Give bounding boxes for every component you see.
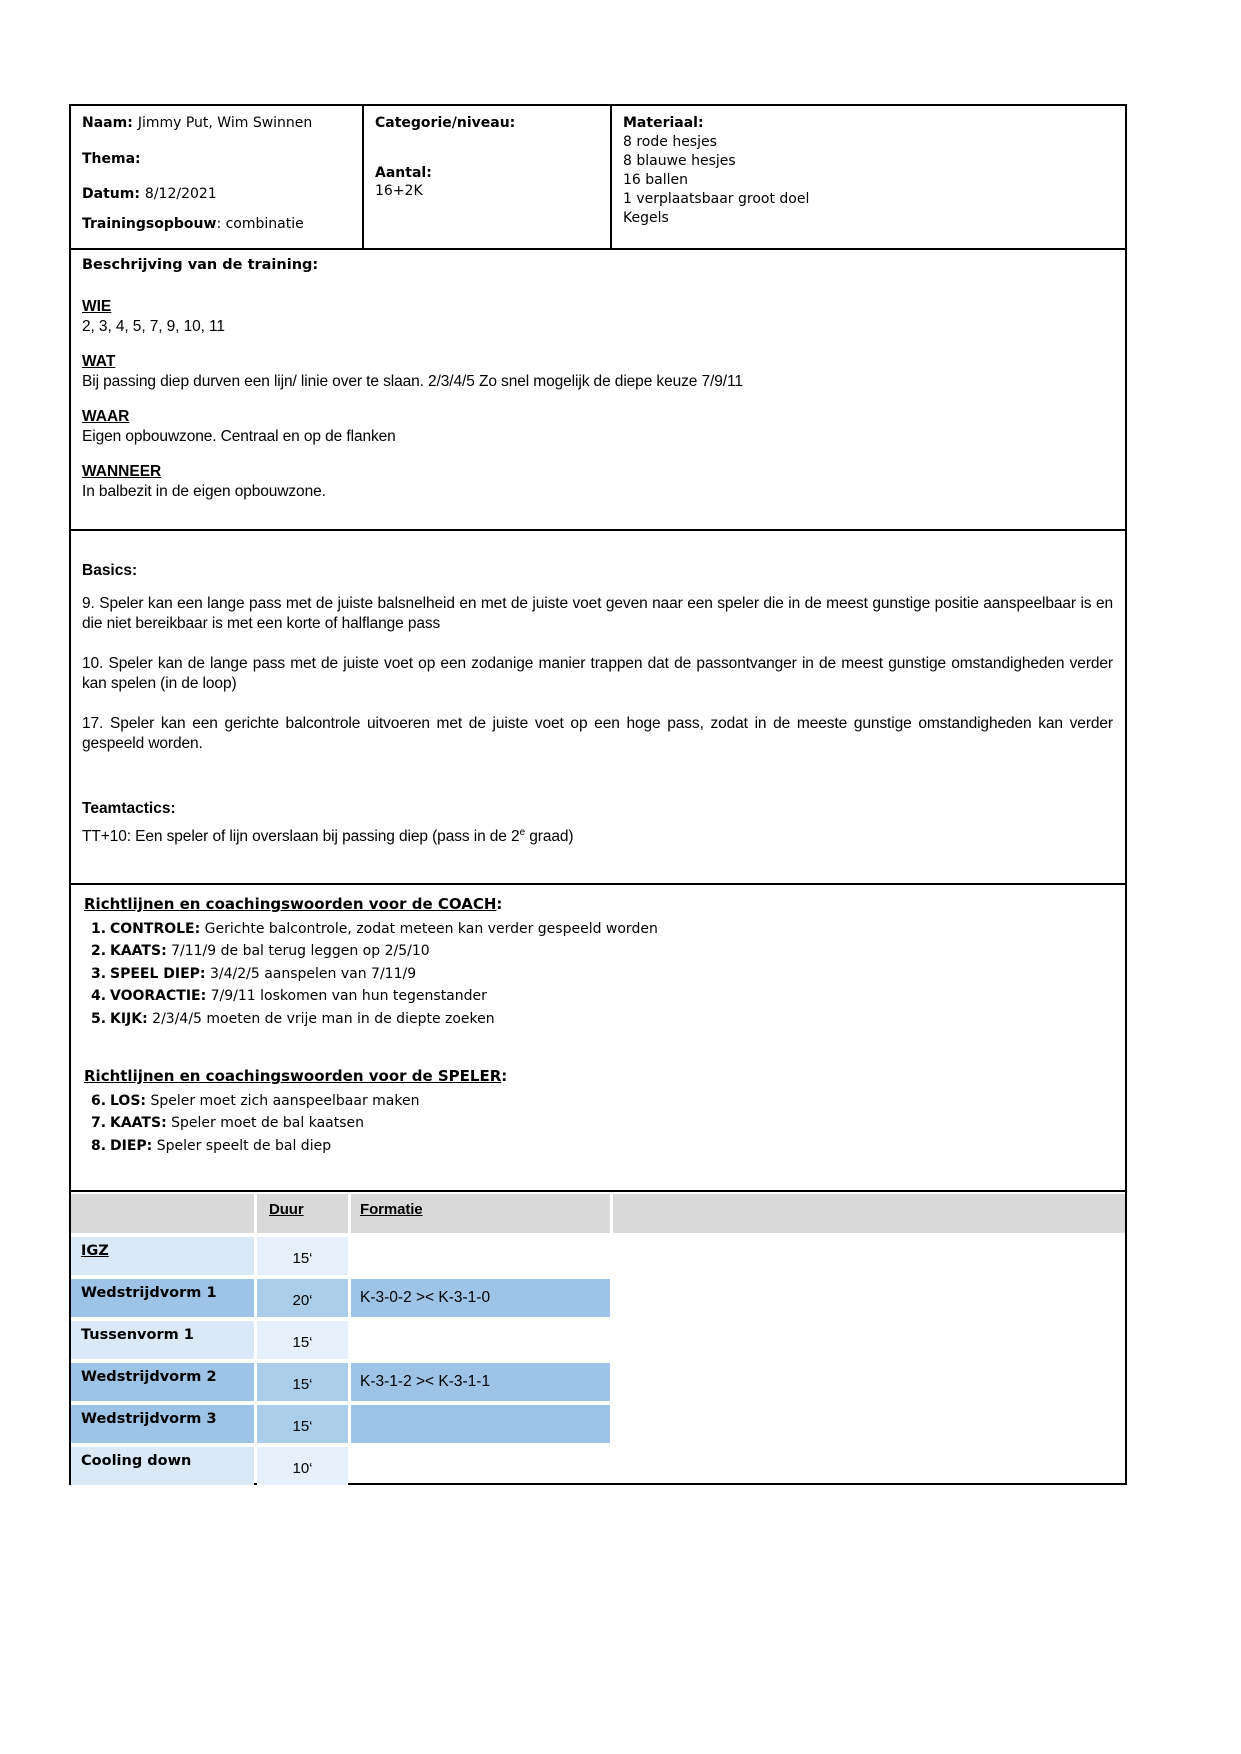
coach-item: 5. KIJK: 2/3/4/5 moeten de vrije man in de diepte zoeken	[91, 1010, 495, 1027]
schedule-row-wedstrijdvorm-2	[71, 1363, 1125, 1401]
datum-label: Datum:	[82, 186, 140, 202]
row-duur: 15‘	[257, 1363, 348, 1401]
row-label: IGZ	[71, 1237, 254, 1275]
teamtactics-title: Teamtactics:	[82, 800, 176, 817]
row-spacer	[613, 1405, 1125, 1443]
trainingsopbouw-line	[82, 215, 352, 233]
wanneer-group	[82, 462, 1111, 502]
section-basics	[71, 562, 1125, 885]
teamtactics-text	[82, 827, 1113, 846]
materiaal-item: 8 blauwe hesjes	[623, 153, 736, 169]
teamtactics-superscript: e	[519, 827, 526, 838]
row-formatie	[351, 1237, 610, 1275]
basics-item: 9. Speler kan een lange pass met de juiste balsnelheid en met de juiste voet geven naar een speler die in de meest gunstige positie aanspeelbaar is en die niet bereikbaar is met een korte of halflange pass	[82, 595, 1113, 632]
row-duur: 20‘	[257, 1279, 348, 1317]
speler-title-colon: :	[501, 1067, 508, 1086]
categorie-label: Categorie/niveau:	[375, 115, 516, 131]
coach-list	[84, 918, 1113, 1030]
materiaal-item: 16 ballen	[623, 172, 688, 188]
schedule-row-tussenvorm-1	[71, 1321, 1125, 1359]
trainingsopbouw-value: : combinatie	[216, 216, 304, 232]
wie-label: WIE	[82, 298, 112, 315]
thema-line	[82, 150, 352, 168]
coach-title-colon: :	[496, 895, 503, 913]
speler-item: 8. DIEP: Speler speelt de bal diep	[91, 1137, 332, 1154]
row-label: Tussenvorm 1	[71, 1321, 254, 1359]
schedule-row-cooling-down	[71, 1447, 1125, 1485]
schedule-header-duur: Duur	[257, 1194, 348, 1233]
coach-item: 4. VOORACTIE: 7/9/11 loskomen van hun tegenstander	[91, 988, 487, 1005]
naam-label: Naam:	[82, 115, 133, 131]
wanneer-text: In balbezit in de eigen opbouwzone.	[82, 483, 326, 500]
wat-label: WAT	[82, 353, 116, 370]
schedule-header-empty	[71, 1194, 254, 1233]
row-formatie: K-3-1-2 >< K-3-1-1	[351, 1363, 610, 1401]
schedule-row-wedstrijdvorm-3	[71, 1405, 1125, 1443]
waar-text: Eigen opbouwzone. Centraal en op de flanken	[82, 428, 396, 445]
coach-title	[84, 894, 1113, 915]
waar-group	[82, 407, 1111, 447]
schedule-header-spacer	[613, 1194, 1125, 1233]
coach-title-text: Richtlijnen en coachingswoorden voor de COACH	[84, 895, 497, 913]
speler-item: 7. KAATS: Speler moet de bal kaatsen	[91, 1115, 365, 1132]
speler-title	[84, 1066, 1113, 1087]
aantal-label: Aantal:	[375, 165, 432, 181]
row-label: Cooling down	[71, 1447, 254, 1485]
row-spacer	[613, 1321, 1125, 1359]
thema-label: Thema:	[82, 151, 141, 167]
training-plan-document	[69, 104, 1127, 1485]
header-cell-materiaal	[612, 106, 1125, 248]
row-spacer	[613, 1237, 1125, 1275]
basics-item: 17. Speler kan een gerichte balcontrole uitvoeren met de juiste voet op een hoge pass, zodat in de meeste gunstige omstandigheden kan verder gespeeld worden.	[82, 715, 1113, 752]
section-schedule	[71, 1192, 1125, 1483]
row-formatie	[351, 1321, 610, 1359]
speler-title-text: Richtlijnen en coachingswoorden voor de SPELER	[84, 1067, 502, 1086]
schedule-row-igz	[71, 1237, 1125, 1275]
speler-item: 6. LOS: Speler moet zich aanspeelbaar maken	[91, 1093, 420, 1110]
row-label: Wedstrijdvorm 1	[71, 1279, 254, 1317]
row-spacer	[613, 1447, 1125, 1485]
row-formatie	[351, 1447, 610, 1485]
section-richtlijnen	[71, 885, 1125, 1192]
basics-title: Basics:	[82, 562, 138, 579]
row-spacer	[613, 1363, 1125, 1401]
speler-list	[84, 1090, 1113, 1157]
row-duur: 15‘	[257, 1321, 348, 1359]
header-cell-categorie	[364, 106, 612, 248]
materiaal-label: Materiaal:	[623, 115, 704, 131]
schedule-header-formatie: Formatie	[351, 1194, 610, 1233]
coach-item: 3. SPEEL DIEP: 3/4/2/5 aanspelen van 7/11/9	[91, 965, 417, 982]
materiaal-item: 8 rode hesjes	[623, 134, 717, 150]
trainingsopbouw-label: Trainingsopbouw	[82, 216, 217, 232]
row-formatie: K-3-0-2 >< K-3-1-0	[351, 1279, 610, 1317]
header-table	[71, 106, 1125, 250]
header-cell-identity	[71, 106, 364, 248]
row-formatie	[351, 1405, 610, 1443]
wie-text: 2, 3, 4, 5, 7, 9, 10, 11	[82, 318, 225, 335]
datum-value: 8/12/2021	[144, 186, 217, 202]
materiaal-item: 1 verplaatsbaar groot doel	[623, 191, 810, 207]
teamtactics-suffix: graad)	[525, 828, 574, 846]
row-spacer	[613, 1279, 1125, 1317]
row-duur: 15‘	[257, 1237, 348, 1275]
basics-item: 10. Speler kan de lange pass met de juiste voet op een zodanige manier trappen dat de passontvanger in de meest gunstige omstandigheden verder kan spelen (in de loop)	[82, 655, 1113, 692]
materiaal-item: Kegels	[623, 210, 669, 226]
aantal-value: 16+2K	[375, 183, 423, 199]
wat-text: Bij passing diep durven een lijn/ linie over te slaan. 2/3/4/5 Zo snel mogelijk de diepe keuze 7/9/11	[82, 373, 743, 390]
naam-value: Jimmy Put, Wim Swinnen	[137, 115, 313, 131]
row-duur: 10‘	[257, 1447, 348, 1485]
schedule-row-wedstrijdvorm-1	[71, 1279, 1125, 1317]
waar-label: WAAR	[82, 408, 130, 425]
coach-item: 2. KAATS: 7/11/9 de bal terug leggen op 2/5/10	[91, 943, 430, 960]
naam-line	[82, 114, 352, 132]
section-beschrijving	[71, 250, 1125, 531]
row-label: Wedstrijdvorm 3	[71, 1405, 254, 1443]
row-duur: 15‘	[257, 1405, 348, 1443]
teamtactics-prefix: TT+10: Een speler of lijn overslaan bij passing diep (pass in de 2	[82, 828, 520, 846]
row-label: Wedstrijdvorm 2	[71, 1363, 254, 1401]
coach-item: 1. CONTROLE: Gerichte balcontrole, zodat meteen kan verder gespeeld worden	[91, 921, 658, 937]
beschrijving-title: Beschrijving van de training:	[82, 257, 319, 273]
wanneer-label: WANNEER	[82, 463, 162, 480]
datum-line	[82, 185, 352, 203]
schedule-header-row	[71, 1194, 1125, 1233]
wie-group	[82, 297, 1111, 337]
wat-group	[82, 352, 1111, 392]
